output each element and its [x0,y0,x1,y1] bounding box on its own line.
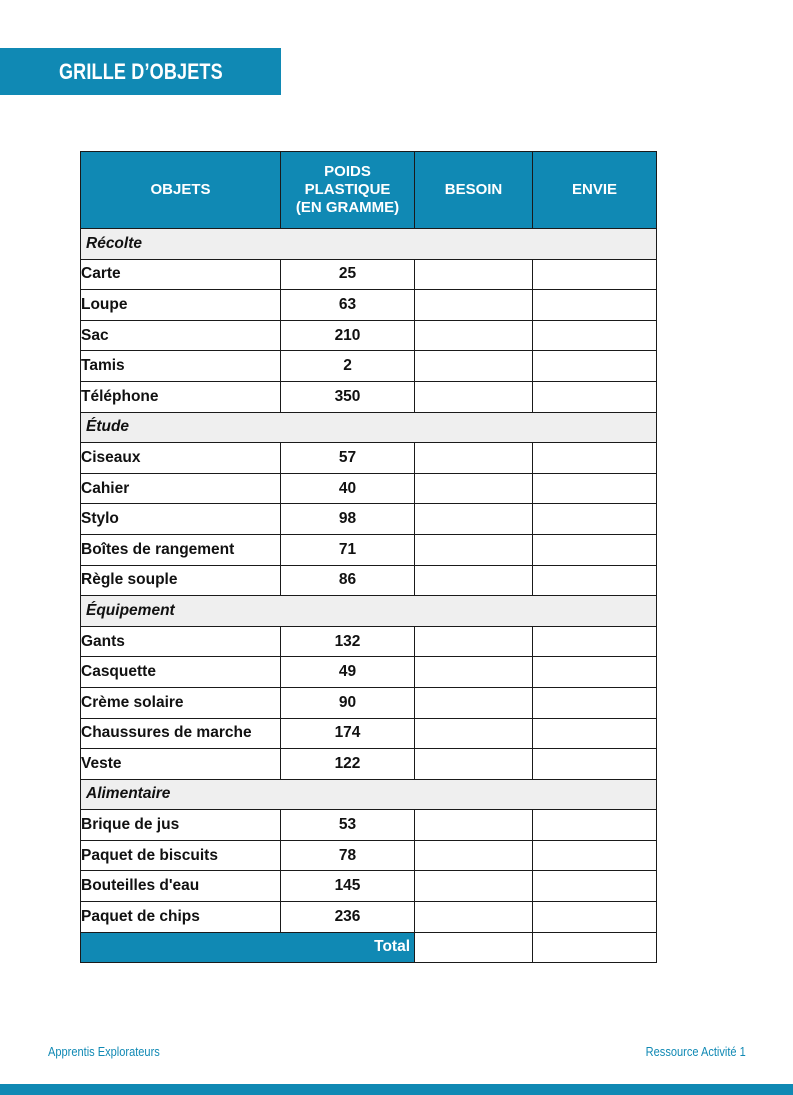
besoin-cell[interactable] [415,534,533,565]
header-poids-line-3: (EN GRAMME) [295,199,400,216]
envie-cell[interactable] [533,534,657,565]
envie-cell[interactable] [533,718,657,749]
besoin-cell[interactable] [415,657,533,688]
table-row [81,810,657,841]
object-name-cell: Bouteilles d'eau [81,871,281,902]
plastic-weight-cell: 71 [281,534,415,565]
table-row [81,626,657,657]
envie-cell[interactable] [533,871,657,902]
plastic-weight-cell: 49 [281,657,415,688]
plastic-weight-cell: 78 [281,840,415,871]
plastic-weight-cell: 90 [281,687,415,718]
plastic-weight-cell: 210 [281,320,415,351]
envie-cell[interactable] [533,687,657,718]
footer-left [48,1044,180,1059]
table-header-row [81,152,657,229]
envie-cell[interactable] [533,657,657,688]
besoin-cell[interactable] [415,718,533,749]
besoin-cell[interactable] [415,504,533,535]
header-objets: OBJETS [81,152,281,229]
object-name-cell: Règle souple [81,565,281,596]
total-envie-cell[interactable] [533,932,657,963]
besoin-cell[interactable] [415,351,533,382]
plastic-weight-cell: 57 [281,443,415,474]
object-name-cell: Téléphone [81,381,281,412]
table-row [81,840,657,871]
table-row [81,504,657,535]
envie-cell[interactable] [533,473,657,504]
object-name-cell: Casquette [81,657,281,688]
object-name-cell: Stylo [81,504,281,535]
object-name-cell: Veste [81,749,281,780]
plastic-weight-cell: 40 [281,473,415,504]
table-row [81,381,657,412]
plastic-weight-cell: 63 [281,290,415,321]
table-row [81,902,657,933]
plastic-weight-cell: 2 [281,351,415,382]
objects-grid-table [80,151,657,963]
plastic-weight-cell: 145 [281,871,415,902]
envie-cell[interactable] [533,443,657,474]
envie-cell[interactable] [533,840,657,871]
plastic-weight-cell: 25 [281,259,415,290]
besoin-cell[interactable] [415,290,533,321]
besoin-cell[interactable] [415,259,533,290]
table-row [81,320,657,351]
table-row [81,718,657,749]
besoin-cell[interactable] [415,840,533,871]
besoin-cell[interactable] [415,749,533,780]
envie-cell[interactable] [533,749,657,780]
besoin-cell[interactable] [415,473,533,504]
table-row [81,351,657,382]
envie-cell[interactable] [533,290,657,321]
plastic-weight-cell: 122 [281,749,415,780]
total-label: Total [81,932,415,963]
object-name-cell: Chaussures de marche [81,718,281,749]
envie-cell[interactable] [533,320,657,351]
header-poids-line-2: PLASTIQUE [304,181,391,198]
plastic-weight-cell: 86 [281,565,415,596]
header-poids-line-1: POIDS [324,163,371,180]
plastic-weight-cell: 132 [281,626,415,657]
section-label: Récolte [81,229,657,260]
object-name-cell: Boîtes de rangement [81,534,281,565]
plastic-weight-cell: 53 [281,810,415,841]
table-row [81,749,657,780]
bottom-accent-bar [0,1084,793,1095]
section-row [81,229,657,260]
object-name-cell: Brique de jus [81,810,281,841]
besoin-cell[interactable] [415,443,533,474]
table-row [81,290,657,321]
footer-right-text: Ressource Activité 1 [645,1044,746,1059]
total-row [81,932,657,963]
envie-cell[interactable] [533,259,657,290]
table-row [81,473,657,504]
object-name-cell: Paquet de chips [81,902,281,933]
envie-cell[interactable] [533,902,657,933]
envie-cell[interactable] [533,381,657,412]
footer-left-text: Apprentis Explorateurs [48,1044,160,1059]
plastic-weight-cell: 98 [281,504,415,535]
object-name-cell: Cahier [81,473,281,504]
object-name-cell: Paquet de biscuits [81,840,281,871]
table-row [81,657,657,688]
table-row [81,534,657,565]
table-body [81,229,657,963]
besoin-cell[interactable] [415,381,533,412]
envie-cell[interactable] [533,351,657,382]
envie-cell[interactable] [533,504,657,535]
section-label: Équipement [81,596,657,627]
besoin-cell[interactable] [415,626,533,657]
section-label: Alimentaire [81,779,657,810]
footer-right [628,1044,746,1059]
plastic-weight-cell: 174 [281,718,415,749]
section-row [81,779,657,810]
table-row [81,687,657,718]
object-name-cell: Tamis [81,351,281,382]
besoin-cell[interactable] [415,565,533,596]
besoin-cell[interactable] [415,810,533,841]
envie-cell[interactable] [533,810,657,841]
table-row [81,259,657,290]
object-name-cell: Sac [81,320,281,351]
besoin-cell[interactable] [415,687,533,718]
plastic-weight-cell: 236 [281,902,415,933]
object-name-cell: Carte [81,259,281,290]
total-besoin-cell[interactable] [415,932,533,963]
envie-cell[interactable] [533,626,657,657]
object-name-cell: Crème solaire [81,687,281,718]
table-row [81,871,657,902]
plastic-weight-cell: 350 [281,381,415,412]
besoin-cell[interactable] [415,871,533,902]
table-row [81,565,657,596]
object-name-cell: Ciseaux [81,443,281,474]
header-envie: ENVIE [533,152,657,229]
besoin-cell[interactable] [415,902,533,933]
page-title: GRILLE D’OBJETS [58,58,223,84]
object-name-cell: Gants [81,626,281,657]
section-label: Étude [81,412,657,443]
envie-cell[interactable] [533,565,657,596]
table-row [81,443,657,474]
header-poids [281,152,415,229]
besoin-cell[interactable] [415,320,533,351]
object-name-cell: Loupe [81,290,281,321]
header-besoin: BESOIN [415,152,533,229]
section-row [81,596,657,627]
page-title-banner [0,48,281,95]
section-row [81,412,657,443]
